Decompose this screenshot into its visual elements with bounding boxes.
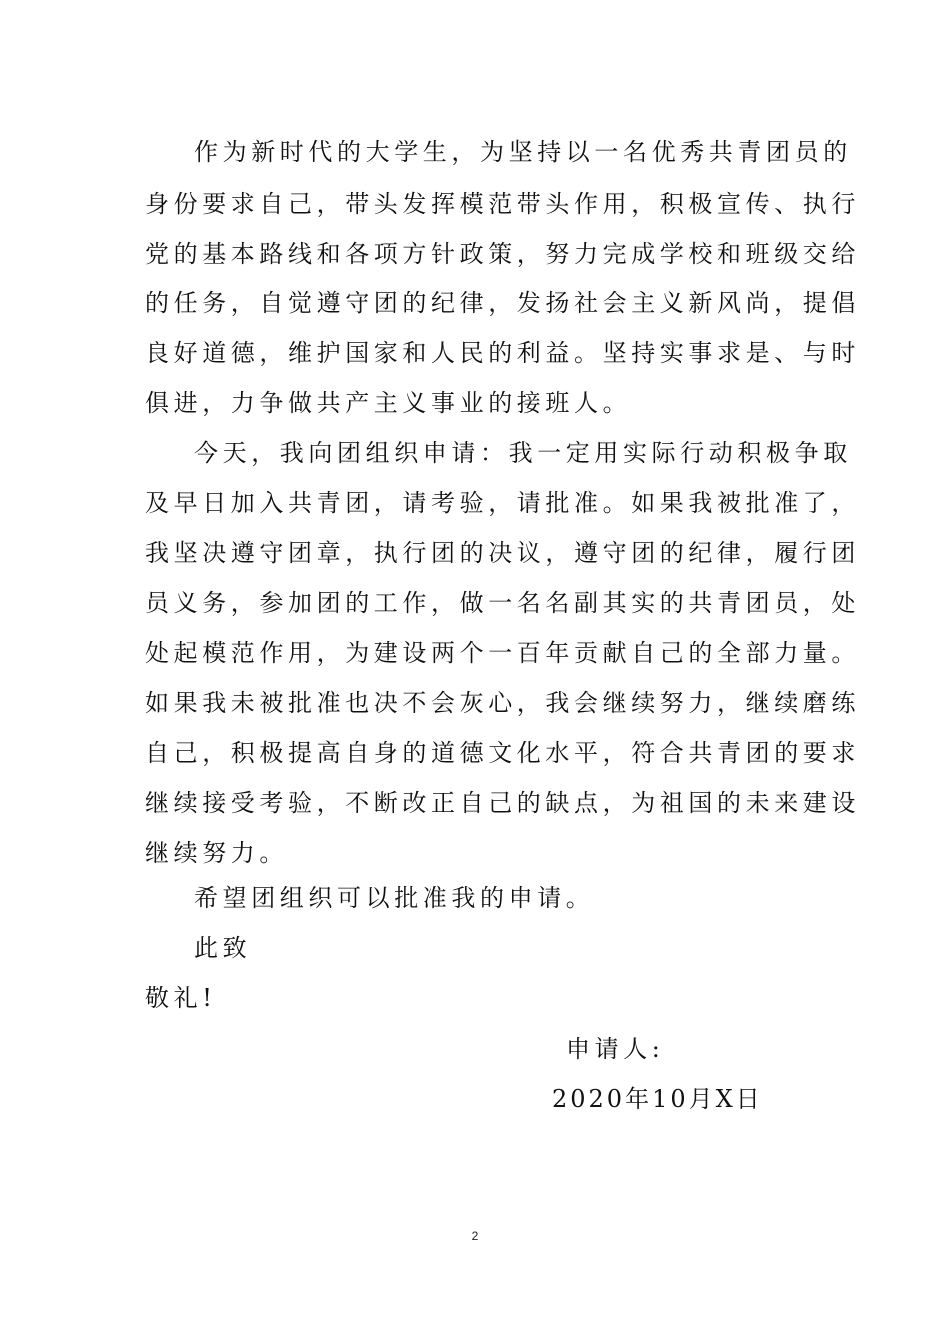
- paragraph-2-line-2: 及早日加入共青团，请考验，请批准。如果我被批准了，: [145, 489, 860, 517]
- paragraph-3: 希望团组织可以批准我的申请。: [194, 884, 595, 912]
- paragraph-1-line-5: 良好道德，维护国家和人民的利益。坚持实事求是、与时: [145, 339, 860, 367]
- paragraph-2-line-5: 处起模范作用，为建设两个一百年贡献自己的全部力量。: [145, 639, 860, 667]
- paragraph-2-line-9: 继续努力。: [145, 839, 288, 867]
- paragraph-1-line-3: 党的基本路线和各项方针政策，努力完成学校和班级交给: [145, 240, 860, 268]
- paragraph-2-line-6: 如果我未被批准也决不会灰心，我会继续努力，继续磨练: [145, 689, 860, 717]
- paragraph-1-line-4: 的任务，自觉遵守团的纪律，发扬社会主义新风尚，提倡: [145, 289, 860, 317]
- paragraph-1-line-1: 作为新时代的大学生，为坚持以一名优秀共青团员的: [194, 138, 852, 166]
- applicant-label: 申请人:: [566, 1035, 665, 1063]
- paragraph-2-line-4: 员义务，参加团的工作，做一名名副其实的共青团员，处: [145, 589, 860, 617]
- paragraph-2-line-3: 我坚决遵守团章，执行团的决议，遵守团的纪律，履行团: [145, 539, 860, 567]
- paragraph-2-line-8: 继续接受考验，不断改正自己的缺点，为祖国的未来建设: [145, 789, 860, 817]
- paragraph-1-line-6: 俱进，力争做共产主义事业的接班人。: [145, 389, 632, 417]
- paragraph-2-line-1: 今天，我向团组织申请：我一定用实际行动积极争取: [194, 439, 852, 467]
- paragraph-2-line-7: 自己，积极提高自身的道德文化水平，符合共青团的要求: [145, 739, 860, 767]
- application-date: 2020年10月X日: [552, 1085, 763, 1113]
- closing-line-2: 敬礼!: [145, 984, 217, 1012]
- page-number: 2: [471, 1229, 479, 1243]
- paragraph-1-line-2: 身份要求自己，带头发挥模范带头作用，积极宣传、执行: [145, 190, 860, 218]
- closing-line-1: 此致: [194, 934, 252, 962]
